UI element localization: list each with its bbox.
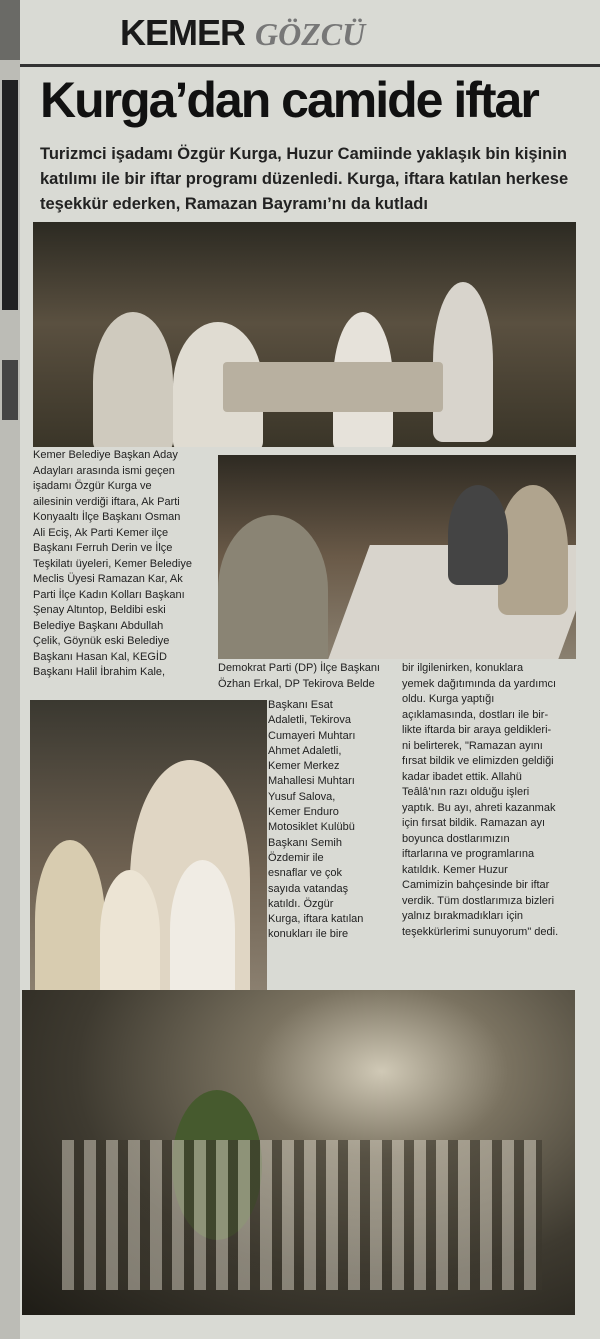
photo-tables-rows — [62, 1140, 542, 1290]
headline: Kurga’dan camide iftar — [40, 72, 538, 128]
article-column-1: Kemer Belediye Başkan Aday Adayları arasında ismi geçen işadamı Özgür Kurga ve ailesinin verdiği iftara, Ak Parti Konyaaltı İlçe Başkanı Osman Ali Eciş, Ak Parti Kemer ilçe Başkanı Ferruh Derin ve İlçe Teşkilatı üyeleri, Kemer Belediye Meclis Üyesi Ramazan Kar, Ak Parti İlçe Kadın Kolları Başkanı Şenay Altıntop, Beldibi eski Belediye Başkanı Abdullah Çelik, Göynük eski Belediye Başkanı Hasan Kal, KEGİD Başkanı Halil İbrahim Kale, — [33, 449, 192, 678]
masthead-kemer: KEMER — [120, 12, 246, 53]
photo-table — [223, 362, 443, 412]
photo-figure-child — [35, 840, 105, 1000]
photo-figure-child — [170, 860, 235, 1000]
adjacent-page-text — [2, 360, 18, 420]
masthead — [120, 12, 365, 62]
deck-summary: Turizmci işadamı Özgür Kurga, Huzur Camiinde yaklaşık bin kişinin katılımı ile bir iftar programı düzenledi. Kurga, iftara katılan herkese teşekkür ederken, Ramazan Bayramı’nı da kutladı — [40, 145, 569, 213]
photo-figure-child — [100, 870, 160, 1000]
article-column-2-top: Demokrat Parti (DP) İlçe Başkanı Özhan Erkal, DP Tekirova Belde — [218, 662, 380, 690]
photo-crowd-aerial — [22, 990, 575, 1315]
article-column-3: bir ilgilenirken, konuklara yemek dağıtımında da yardımcı oldu. Kurga yaptığı açıklamasında, dostları ile bir- likte iftarda bir araya geldikleri- ni belirterek, "Ramazan ayını fırsat bildik ve elimizden geldiği kadar ibadet ettik. Allahü Teâlâ’nın razı olduğu işleri yaptık. Bu ayı, ahreti kazanmak için fırsat bildik. Ramazan ayı boyunca dostlarımızın iftarlarına ve programlarına katıldık. Kemer Huzur Camimizin bahçesinde bir iftar verdik. Tüm dostlarımıza bizleri yalnız bırakmadıkları için teşekkürlerimi sunuyorum" dedi. — [402, 662, 559, 938]
masthead-gozcu: GÖZCÜ — [255, 16, 366, 52]
photo-iftar-serving — [33, 222, 576, 447]
photo-guests-table — [218, 455, 576, 659]
header-rule — [20, 64, 600, 67]
photo-figure — [448, 485, 508, 585]
article-column-2: Başkanı Esat Adaletli, Tekirova Cumayeri Muhtarı Ahmet Adaletli, Kemer Merkez Mahallesi Muhtarı Yusuf Salova, Kemer Enduro Motosiklet Kulübü Başkanı Semih Özdemir ile esnaflar ve çok sayıda vatandaş katıldı. Özgür Kurga, iftara katılan konukları ile bire — [268, 699, 364, 941]
adjacent-page-image — [2, 80, 18, 310]
photo-figure — [93, 312, 173, 447]
photo-figure — [433, 282, 493, 442]
photo-family — [30, 700, 267, 1000]
photo-figure — [498, 485, 568, 615]
photo-figure — [218, 515, 328, 659]
adjacent-page-strip — [0, 60, 20, 1339]
